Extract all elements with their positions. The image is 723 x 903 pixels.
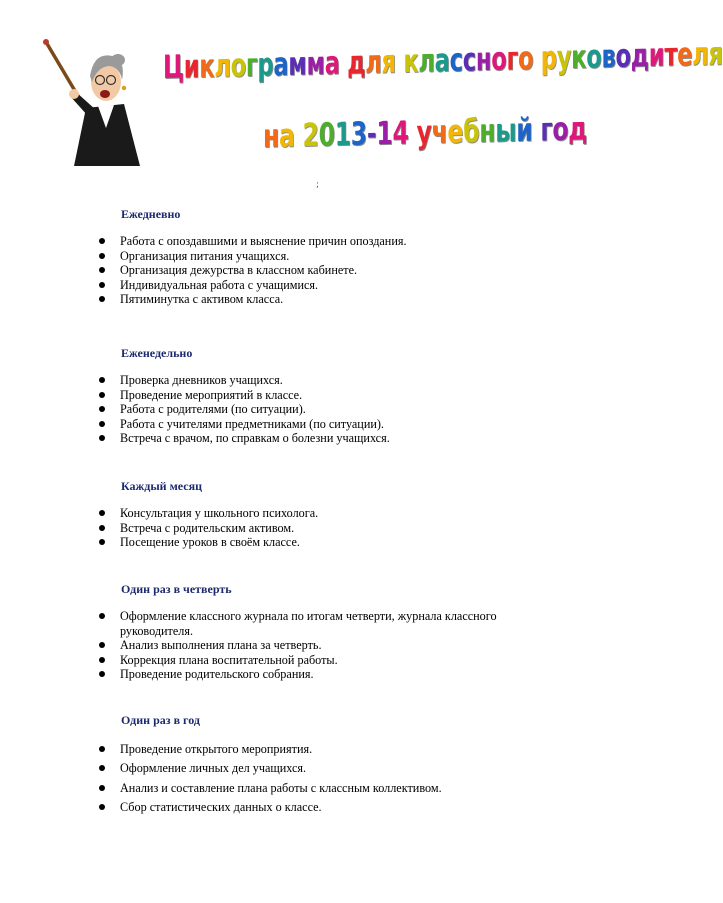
bullet-icon [99, 642, 105, 648]
bullet-icon [99, 613, 105, 619]
list-item: Организация питания учащихся. [0, 249, 530, 264]
list-item: Работа с родителями (по ситуации). [0, 402, 530, 417]
list-item: Проверка дневников учащихся. [0, 373, 530, 388]
list-item: Проведение открытого мероприятия. [0, 740, 530, 759]
bullet-icon [99, 657, 105, 663]
list-item: Работа с опоздавшими и выяснение причин опоздания. [0, 234, 530, 249]
bullet-icon [99, 253, 105, 259]
bullet-icon [99, 377, 105, 383]
list-item: Консультация у школьного психолога. [0, 506, 530, 521]
bullet-icon [99, 392, 105, 398]
bullet-icon [99, 406, 105, 412]
bullet-icon [99, 765, 105, 771]
section-title: Каждый месяц [121, 479, 202, 493]
list-item: Встреча с родительским активом. [0, 521, 530, 536]
list-item: Проведение мероприятий в классе. [0, 388, 530, 403]
list-item: Посещение уроков в своём классе. [0, 535, 530, 550]
task-list [0, 740, 638, 817]
bullet-icon [99, 510, 105, 516]
title-line-2: на 2013-14 учебный год [263, 109, 588, 155]
list-item: Оформление личных дел учащихся. [0, 759, 530, 778]
bullet-icon [99, 435, 105, 441]
list-item: Работа с учителями предметниками (по ситуации). [0, 417, 530, 432]
header-mark: ; [316, 180, 320, 190]
teacher-with-pointer-image [40, 38, 160, 168]
bullet-icon [99, 238, 105, 244]
task-list [0, 506, 638, 550]
bullet-icon [99, 785, 105, 791]
list-item: Коррекция плана воспитательной работы. [0, 653, 530, 668]
list-item: Пятиминутка с активом класса. [0, 292, 530, 307]
section-title: Один раз в год [121, 713, 200, 727]
bullet-icon [99, 804, 105, 810]
list-item: Организация дежурства в классном кабинете. [0, 263, 530, 278]
section-title: Ежедневно [121, 207, 181, 221]
list-item: Анализ выполнения плана за четверть. [0, 638, 530, 653]
bullet-icon [99, 267, 105, 273]
task-list [0, 373, 638, 446]
list-item: Встреча с врачом, по справкам о болезни учащихся. [0, 431, 530, 446]
title-line-1: Циклограмма для классного руководителя [163, 34, 723, 86]
section-title: Еженедельно [121, 346, 193, 360]
task-list [0, 609, 638, 682]
bullet-icon [99, 296, 105, 302]
bullet-icon [99, 746, 105, 752]
section-title: Один раз в четверть [121, 582, 232, 596]
task-list [0, 234, 638, 307]
document-header [0, 0, 723, 190]
bullet-icon [99, 671, 105, 677]
list-item: Индивидуальная работа с учащимися. [0, 278, 530, 293]
bullet-icon [99, 525, 105, 531]
list-item: Проведение родительского собрания. [0, 667, 530, 682]
list-item: Сбор статистических данных о классе. [0, 798, 530, 817]
list-item: Оформление классного журнала по итогам четверти, журнала классного руководителя. [0, 609, 530, 638]
bullet-icon [99, 421, 105, 427]
bullet-icon [99, 539, 105, 545]
bullet-icon [99, 282, 105, 288]
list-item: Анализ и составление плана работы с классным коллективом. [0, 779, 530, 798]
